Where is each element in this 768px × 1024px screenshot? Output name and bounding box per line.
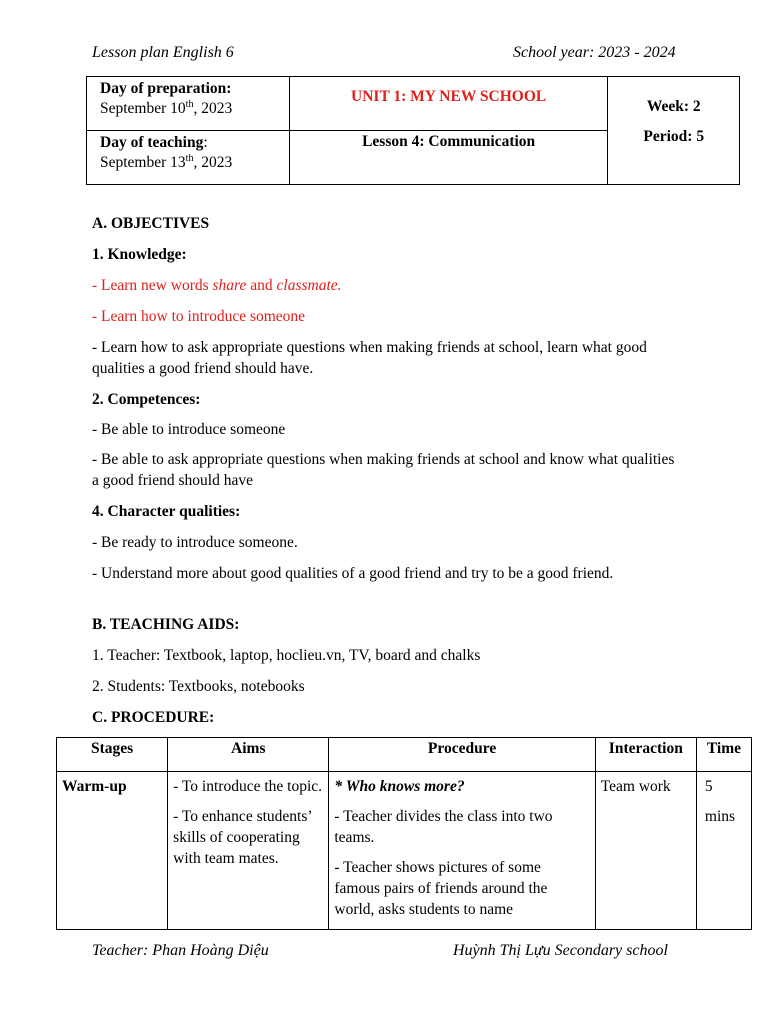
lesson-title: Lesson 4: Communication	[362, 133, 536, 150]
column-header-interaction: Interaction	[595, 738, 696, 772]
procedure-header-row	[57, 738, 752, 772]
character-item-2: - Understand more about good qualities of a good friend and try to be a good friend.	[92, 565, 614, 582]
unit-title: UNIT 1: MY NEW SCHOOL	[351, 88, 547, 105]
character-heading: 4. Character qualities:	[92, 503, 241, 520]
procedure-item-1: - Teacher divides the class into two teams.	[334, 808, 553, 846]
interaction-cell	[595, 772, 696, 930]
competence-item-2: - Be able to ask appropriate questions when making friends at school and know what qualities a good friend should have	[92, 451, 675, 489]
time-value: 5	[704, 778, 713, 795]
procedure-table	[56, 737, 752, 930]
lesson-info-table	[86, 76, 740, 185]
knowledge-heading: 1. Knowledge:	[92, 246, 187, 263]
competences-heading: 2. Competences:	[92, 391, 201, 408]
period-label: Period: 5	[643, 128, 705, 145]
aim-item-2: - To enhance students’ skills of cooperating with team mates.	[173, 808, 312, 867]
stage-cell	[57, 772, 168, 930]
teaching-aid-teacher: 1. Teacher: Textbook, laptop, hoclieu.vn, TV, board and chalks	[92, 647, 481, 664]
column-header-time: Time	[696, 738, 751, 772]
time-unit: mins	[704, 808, 736, 825]
procedure-cell	[329, 772, 595, 930]
footer-teacher: Teacher: Phan Hoàng Diệu	[92, 942, 269, 959]
knowledge-item-2: - Learn how to introduce someone	[92, 308, 306, 325]
header-school-year: School year: 2023 - 2024	[513, 44, 676, 61]
teaching-label: Day of teaching:	[100, 134, 208, 151]
procedure-heading: C. PROCEDURE:	[92, 709, 215, 726]
week-period-cell	[608, 77, 740, 185]
header-lesson-plan: Lesson plan English 6	[92, 44, 234, 61]
preparation-label: Day of preparation:	[100, 80, 232, 97]
lesson-title-cell	[289, 131, 608, 185]
unit-title-cell	[289, 77, 608, 131]
teaching-aids-heading: B. TEACHING AIDS:	[92, 616, 240, 633]
column-header-aims: Aims	[168, 738, 329, 772]
aims-cell	[168, 772, 329, 930]
preparation-date: September 10th, 2023	[100, 98, 233, 117]
character-item-1: - Be ready to introduce someone.	[92, 534, 298, 551]
footer-school: Huỳnh Thị Lựu Secondary school	[453, 942, 668, 959]
procedure-item-2: - Teacher shows pictures of some famous pairs of friends around the world, asks students to name	[334, 859, 548, 918]
teaching-aid-students: 2. Students: Textbooks, notebooks	[92, 678, 305, 695]
knowledge-item-3: - Learn how to ask appropriate questions when making friends at school, learn what good qualities a good friend should have.	[92, 339, 647, 377]
preparation-cell	[87, 77, 290, 131]
column-header-procedure: Procedure	[329, 738, 595, 772]
aim-item-1: - To introduce the topic.	[173, 778, 323, 795]
interaction-value: Team work	[600, 778, 671, 795]
time-cell	[696, 772, 751, 930]
column-header-stages: Stages	[57, 738, 168, 772]
teaching-date: September 13th, 2023	[100, 152, 233, 171]
activity-title: * Who knows more?	[334, 778, 465, 795]
objectives-heading: A. OBJECTIVES	[92, 215, 210, 232]
stage-warm-up: Warm-up	[62, 778, 127, 795]
table-row	[57, 772, 752, 930]
competence-item-1: - Be able to introduce someone	[92, 421, 286, 438]
teaching-cell	[87, 131, 290, 185]
knowledge-item-1: - Learn new words share and classmate.	[92, 277, 342, 294]
week-label: Week: 2	[646, 98, 701, 115]
